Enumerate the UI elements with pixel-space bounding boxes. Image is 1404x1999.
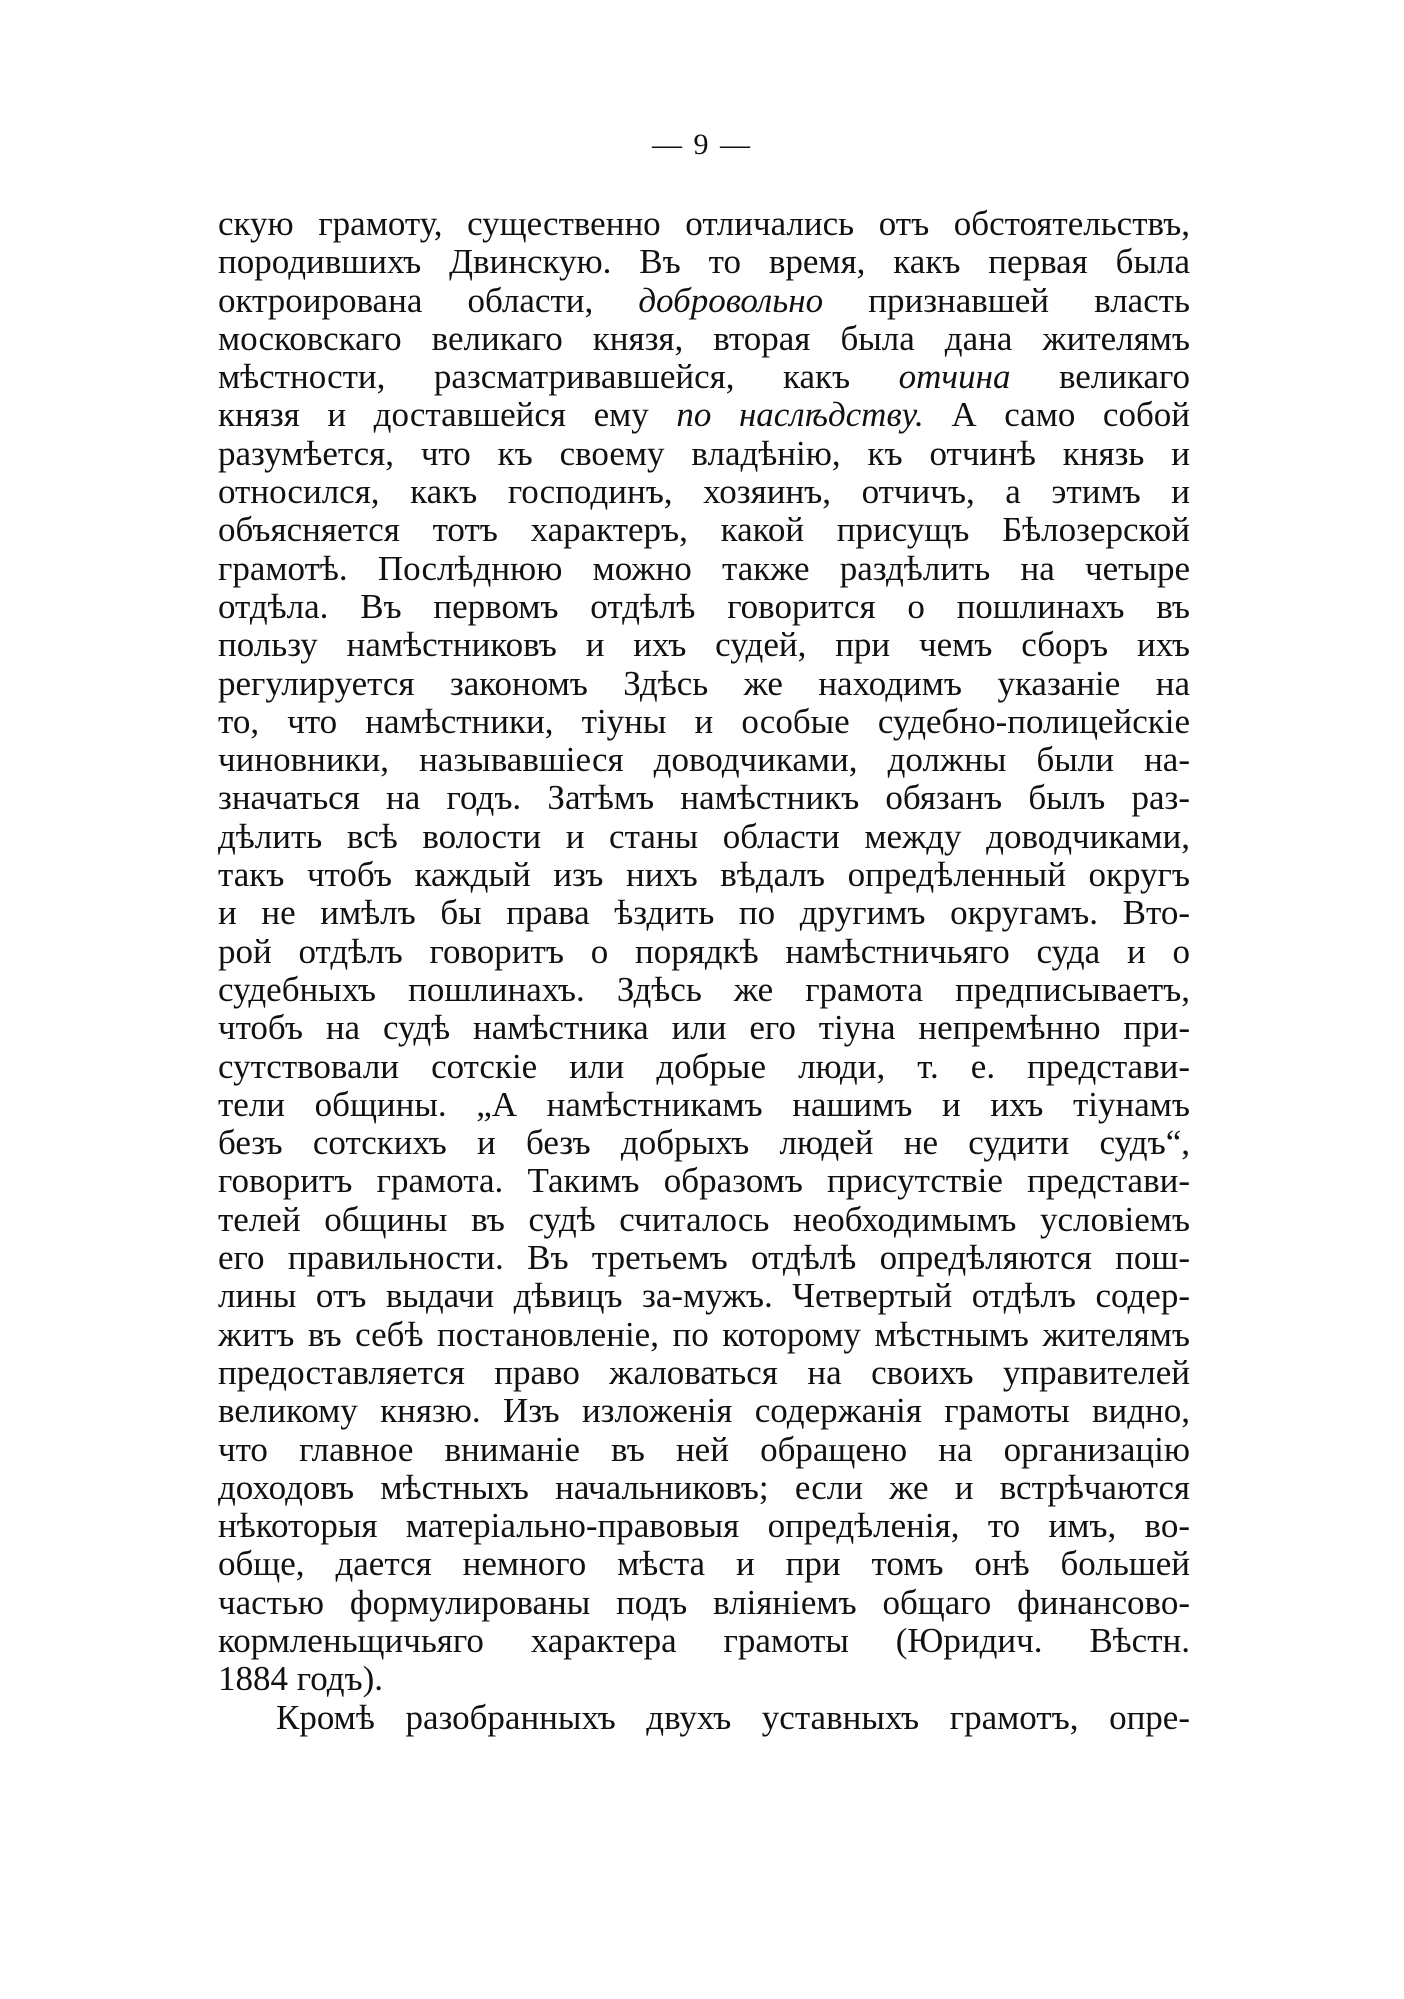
text-line (218, 396, 1190, 434)
text-segment: что главное вниманіе въ ней обращено на организацію (218, 1429, 1190, 1469)
text-line (218, 1545, 1190, 1583)
text-line (218, 1048, 1190, 1086)
text-line (218, 205, 1190, 243)
text-line (218, 856, 1190, 894)
text-segment: регулируется закономъ Здѣсь же находимъ указаніе на (218, 663, 1190, 703)
body-text (218, 205, 1190, 1737)
text-line (218, 588, 1190, 626)
text-segment: нѣкоторыя матеріально-правовыя опредѣленія, то имъ, во- (218, 1506, 1190, 1546)
emphasized-text: по наслѣдству. (676, 395, 924, 435)
text-line (218, 473, 1190, 511)
text-line (218, 550, 1190, 588)
text-segment: говоритъ грамота. Такимъ образомъ присутствіе представи- (218, 1161, 1190, 1201)
text-segment: житъ въ себѣ постановленіе, по которому мѣстнымъ жителямъ (218, 1314, 1190, 1354)
text-line (218, 703, 1190, 741)
text-segment: великому князю. Изъ изложенія содержанія грамоты видно, (218, 1391, 1190, 1431)
text-segment: пользу намѣстниковъ и ихъ судей, при чемъ сборъ ихъ (218, 625, 1190, 665)
text-line (218, 1622, 1190, 1660)
text-line (218, 511, 1190, 549)
text-line (218, 626, 1190, 664)
text-segment: Кромѣ разобранныхъ двухъ уставныхъ грамотъ, опре- (276, 1697, 1190, 1737)
text-segment: частью формулированы подъ вліяніемъ общаго финансово- (218, 1582, 1190, 1622)
text-line (218, 1354, 1190, 1392)
text-segment: лины отъ выдачи дѣвицъ за-мужъ. Четвертый отдѣлъ содер- (218, 1276, 1190, 1316)
text-line (218, 1201, 1190, 1239)
text-line (218, 971, 1190, 1009)
text-segment: грамотѣ. Послѣднюю можно также раздѣлить на четыре (218, 548, 1190, 588)
text-segment: и не имѣлъ бы права ѣздить по другимъ округамъ. Вто- (218, 893, 1190, 933)
text-segment: объясняется тотъ характеръ, какой присущъ Бѣлозерской (218, 510, 1190, 550)
text-segment: породившихъ Двинскую. Въ то время, какъ первая была (218, 242, 1190, 282)
text-line (218, 1124, 1190, 1162)
text-segment: признавшей власть (823, 280, 1190, 320)
text-segment: судебныхъ пошлинахъ. Здѣсь же грамота предписываетъ, (218, 969, 1190, 1009)
text-line (218, 320, 1190, 358)
text-segment: дѣлить всѣ волости и станы области между доводчиками, (218, 816, 1190, 856)
text-line (218, 779, 1190, 817)
text-segment: 1884 годъ). (218, 1659, 384, 1699)
text-segment: сутствовали сотскіе или добрые люди, т. е. представи- (218, 1046, 1190, 1086)
text-line (218, 1239, 1190, 1277)
text-line (218, 665, 1190, 703)
text-segment: князя и доставшейся ему (218, 395, 677, 435)
text-line (218, 1316, 1190, 1354)
text-segment: разумѣется, что къ своему владѣнію, къ отчинѣ князь и (218, 433, 1190, 473)
text-segment: московскаго великаго князя, вторая была дана жителямъ (218, 318, 1190, 358)
text-segment: рой отдѣлъ говоритъ о порядкѣ намѣстничьяго суда и о (218, 931, 1190, 971)
text-segment: предоставляется право жаловаться на своихъ управителей (218, 1352, 1190, 1392)
page-number: — 9 — (652, 128, 752, 161)
text-segment: чтобъ на судѣ намѣстника или его тіуна непремѣнно при- (218, 1008, 1190, 1048)
text-segment: тели общины. „А намѣстникамъ нашимъ и ихъ тіунамъ (218, 1084, 1190, 1124)
text-line (218, 1392, 1190, 1430)
text-line (218, 1584, 1190, 1622)
text-line (218, 741, 1190, 779)
text-segment: относился, какъ господинъ, хозяинъ, отчичъ, а этимъ и (218, 472, 1190, 512)
text-line (218, 358, 1190, 396)
text-line (218, 818, 1190, 856)
text-line (218, 1507, 1190, 1545)
text-segment: значаться на годъ. Затѣмъ намѣстникъ обязанъ былъ раз- (218, 778, 1190, 818)
text-segment: великаго (1010, 357, 1190, 397)
text-segment: телей общины въ судѣ считалось необходимымъ условіемъ (218, 1199, 1190, 1239)
text-segment: кормленьщичьяго характера грамоты (Юридич. Вѣстн. (218, 1620, 1190, 1660)
text-segment: его правильности. Въ третьемъ отдѣлѣ опредѣляются пош- (218, 1238, 1190, 1278)
text-segment: чиновники, называвшіеся доводчиками, должны были на- (218, 740, 1190, 780)
text-line (218, 1162, 1190, 1200)
text-segment: А само собой (923, 395, 1190, 435)
emphasized-text: отчина (898, 357, 1011, 397)
text-line (218, 1431, 1190, 1469)
text-line (218, 282, 1190, 320)
text-segment: то, что намѣстники, тіуны и особые судебно-полицейскіе (218, 701, 1190, 741)
text-line (218, 243, 1190, 281)
text-segment: мѣстности, разсматривавшейся, какъ (218, 357, 899, 397)
text-segment: октроирована области, (218, 280, 639, 320)
text-segment: такъ чтобъ каждый изъ нихъ вѣдалъ опредѣленный округъ (218, 855, 1190, 895)
text-segment: безъ сотскихъ и безъ добрыхъ людей не судити судъ“, (218, 1123, 1190, 1163)
text-line (218, 435, 1190, 473)
text-line (218, 1009, 1190, 1047)
emphasized-text: добровольно (638, 280, 824, 320)
text-line (218, 894, 1190, 932)
text-segment: отдѣла. Въ первомъ отдѣлѣ говорится о пошлинахъ въ (218, 586, 1190, 626)
text-line (218, 1277, 1190, 1315)
text-line (218, 1699, 1190, 1737)
text-segment: скую грамоту, существенно отличались отъ обстоятельствъ, (218, 204, 1190, 243)
text-line (218, 1469, 1190, 1507)
text-segment: обще, дается немного мѣста и при томъ онѣ большей (218, 1544, 1190, 1584)
text-line (218, 1086, 1190, 1124)
text-line (218, 933, 1190, 971)
text-segment: доходовъ мѣстныхъ начальниковъ; если же и встрѣчаются (218, 1467, 1190, 1507)
text-line (218, 1660, 1190, 1698)
